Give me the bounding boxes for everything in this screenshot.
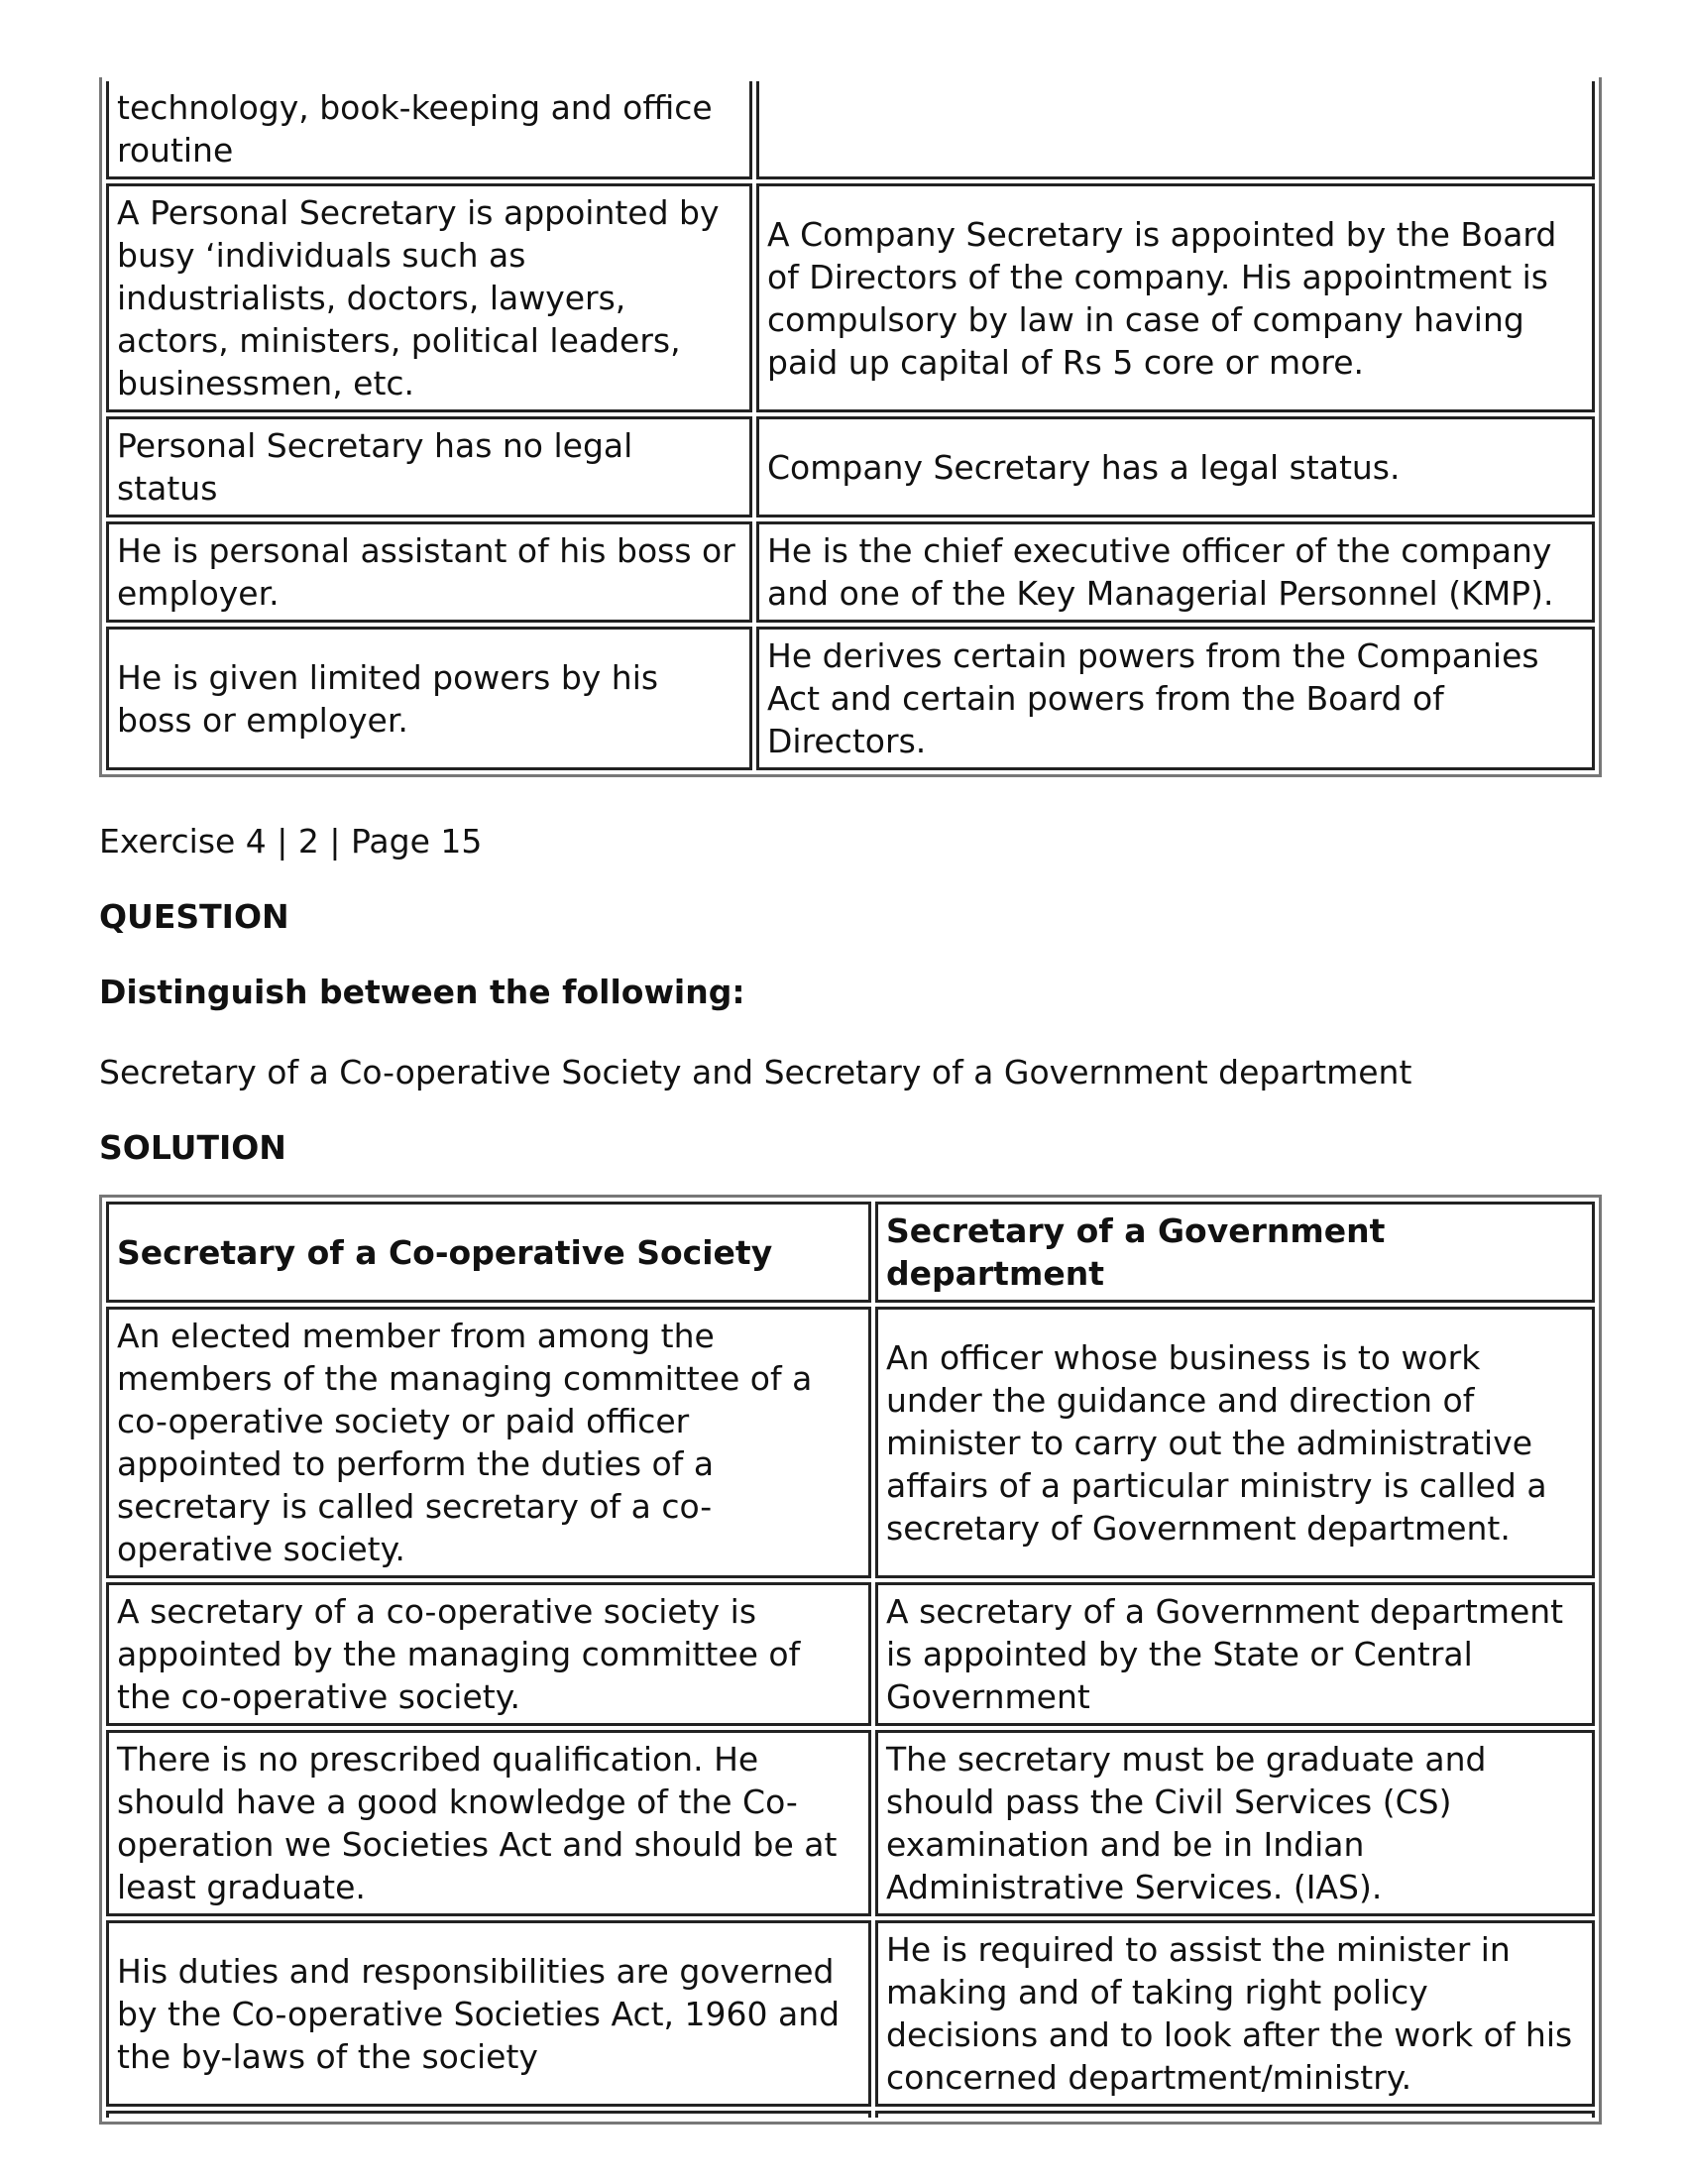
table-cell: He derives certain powers from the Companies Act and certain powers from the Board of Directors. (756, 627, 1595, 770)
table-cell: Company Secretary has a legal status. (756, 416, 1595, 517)
table-cell: The secretary must be graduate and should pass the Civil Services (CS) examination and be in Indian Administrative Services. (IAS). (875, 1730, 1595, 1916)
table-cell: A Personal Secretary is appointed by busy ‘individuals such as industrialists, doctors, lawyers, actors, ministers, political leaders, businessmen, etc. (106, 183, 752, 412)
table-cell: He is personal assistant of his boss or employer. (106, 521, 752, 623)
exercise-reference: Exercise 4 | 2 | Page 15 (99, 822, 483, 861)
table-row (106, 81, 1595, 179)
table-cell (756, 81, 1595, 179)
column-header: Secretary of a Government department (875, 1202, 1595, 1303)
comparison-table-cooperative-vs-government (99, 1195, 1602, 2125)
table-cell: technology, book-keeping and office routine (106, 81, 752, 179)
table-cell: A Company Secretary is appointed by the Board of Directors of the company. His appointment is compulsory by law in case of company having paid up capital of Rs 5 core or more. (756, 183, 1595, 412)
solution-heading: SOLUTION (99, 1128, 286, 1167)
table-cell: He is the chief executive officer of the company and one of the Key Managerial Personnel (KMP). (756, 521, 1595, 623)
table-row (106, 1307, 1595, 1578)
document-page (99, 0, 1592, 2125)
table-cell: His duties and responsibilities are governed by the Co-operative Societies Act, 1960 and the by-laws of the society (106, 1920, 871, 2107)
table-row (106, 416, 1595, 517)
table-row (106, 1730, 1595, 1916)
question-text: Distinguish between the following: (99, 973, 745, 1011)
column-header: Secretary of a Co-operative Society (106, 1202, 871, 1303)
table-row-continuation (106, 2111, 1595, 2118)
table-row (106, 1582, 1595, 1726)
table-cell: He is required to assist the minister in making and of taking right policy decisions and to look after the work of his concerned department/ministry. (875, 1920, 1595, 2107)
question-subject: Secretary of a Co-operative Society and Secretary of a Government department (99, 1053, 1412, 1092)
table-cell (106, 2111, 871, 2118)
table-cell: There is no prescribed qualification. He should have a good knowledge of the Co-operation we Societies Act and should be at least graduate. (106, 1730, 871, 1916)
table-row (106, 1920, 1595, 2107)
table-header-row (106, 1202, 1595, 1303)
table-cell: He is given limited powers by his boss or employer. (106, 627, 752, 770)
table-row (106, 521, 1595, 623)
table-cell: An elected member from among the members of the managing committee of a co-operative society or paid officer appointed to perform the duties of a secretary is called secretary of a co-operative society. (106, 1307, 871, 1578)
table-row (106, 183, 1595, 412)
table-cell: A secretary of a co-operative society is appointed by the managing committee of the co-operative society. (106, 1582, 871, 1726)
question-heading: QUESTION (99, 897, 289, 936)
table-cell: An officer whose business is to work under the guidance and direction of minister to carry out the administrative affairs of a particular ministry is called a secretary of Government department. (875, 1307, 1595, 1578)
table-row (106, 627, 1595, 770)
table-cell (875, 2111, 1595, 2118)
table-cell: Personal Secretary has no legal status (106, 416, 752, 517)
comparison-table-personal-vs-company (99, 77, 1602, 777)
table-cell: A secretary of a Government department is appointed by the State or Central Government (875, 1582, 1595, 1726)
